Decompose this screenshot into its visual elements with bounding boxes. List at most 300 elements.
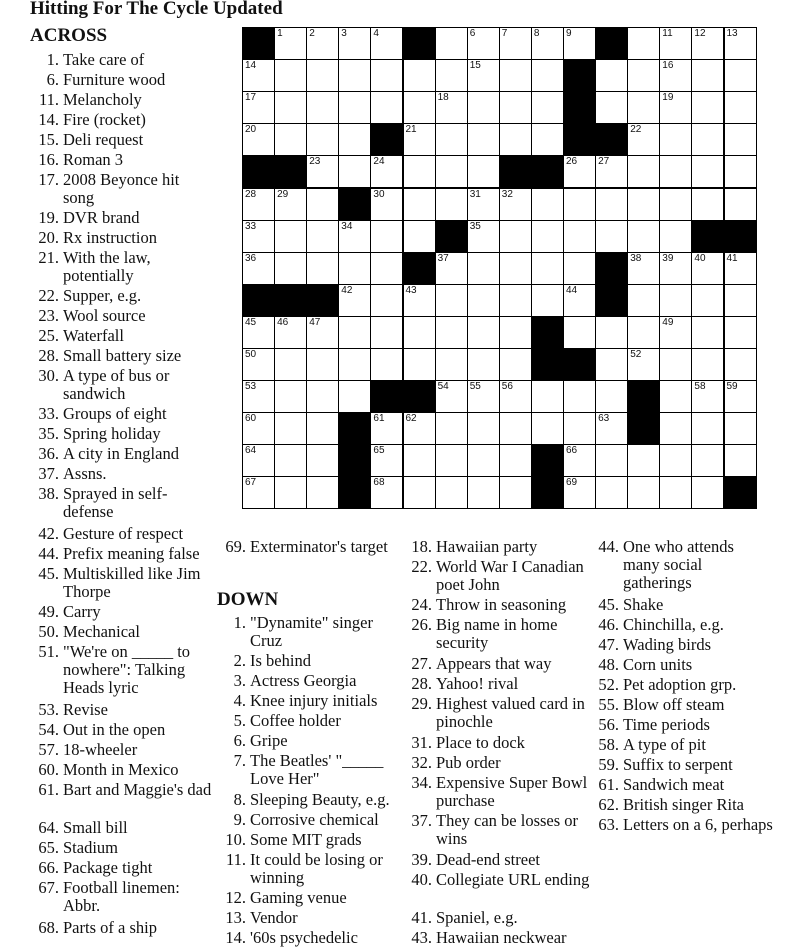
grid-cell[interactable] [499, 284, 532, 317]
clue-text: Chinchilla, e.g. [623, 615, 724, 634]
grid-cell[interactable] [274, 91, 307, 124]
grid-cell[interactable] [531, 252, 564, 285]
grid-cell[interactable] [627, 123, 660, 156]
grid-cell[interactable] [724, 59, 757, 92]
grid-cell[interactable] [306, 316, 339, 349]
grid-cell[interactable] [274, 412, 307, 445]
down-clue [217, 929, 405, 947]
grid-cell[interactable] [242, 123, 275, 156]
grid-cell[interactable] [338, 155, 371, 188]
grid-cell[interactable] [435, 27, 468, 60]
down-clue [591, 656, 773, 674]
grid-cell[interactable] [659, 220, 692, 253]
grid-cell[interactable] [306, 444, 339, 477]
grid-cell[interactable] [499, 123, 532, 156]
grid-cell[interactable] [467, 220, 500, 253]
clue-number: 20. [38, 228, 59, 247]
across-clue [217, 538, 405, 556]
grid-cell[interactable] [659, 155, 692, 188]
grid-cell[interactable] [563, 380, 596, 413]
grid-cell[interactable] [691, 252, 724, 285]
clue-text: Carry [63, 602, 101, 621]
clue-number: 33. [38, 404, 59, 423]
grid-cell[interactable] [499, 444, 532, 477]
grid-cell[interactable] [467, 252, 500, 285]
grid-cell[interactable] [595, 155, 628, 188]
grid-cell[interactable] [242, 444, 275, 477]
block-cell [563, 348, 596, 381]
down-clue [404, 655, 591, 673]
grid-cell[interactable] [435, 252, 468, 285]
cell-number: 2 [309, 28, 315, 39]
grid-cell[interactable] [627, 476, 660, 509]
grid-cell[interactable] [403, 59, 436, 92]
down-clue [217, 889, 405, 907]
grid-cell[interactable] [242, 380, 275, 413]
grid-cell[interactable] [338, 59, 371, 92]
grid-cell[interactable] [370, 59, 403, 92]
across-clue [30, 131, 213, 149]
grid-cell[interactable] [691, 59, 724, 92]
grid-cell[interactable] [403, 412, 436, 445]
clue-text: Month in Mexico [63, 760, 179, 779]
grid-cell[interactable] [467, 155, 500, 188]
across-clue [30, 485, 213, 521]
grid-cell[interactable] [627, 252, 660, 285]
grid-cell[interactable] [306, 380, 339, 413]
grid-cell[interactable] [435, 123, 468, 156]
grid-cell[interactable] [691, 412, 724, 445]
grid-cell[interactable] [724, 444, 757, 477]
grid-cell[interactable] [338, 316, 371, 349]
grid-cell[interactable] [659, 412, 692, 445]
grid-cell[interactable] [370, 155, 403, 188]
grid-cell[interactable] [724, 284, 757, 317]
grid-cell[interactable] [691, 188, 724, 221]
grid-cell[interactable] [563, 188, 596, 221]
cell-number: 45 [245, 316, 257, 328]
cell-number: 21 [405, 124, 417, 136]
grid-cell[interactable] [499, 348, 532, 381]
grid-cell[interactable] [627, 444, 660, 477]
grid-cell[interactable] [242, 316, 275, 349]
grid-cell[interactable] [306, 412, 339, 445]
clue-number: 32. [411, 753, 432, 772]
clue-number: 13. [225, 908, 246, 927]
grid-cell[interactable] [499, 380, 532, 413]
cell-number: 13 [726, 28, 738, 39]
clue-number: 21. [38, 248, 59, 267]
down-clue [404, 812, 591, 848]
clue-number: 53. [38, 700, 59, 719]
grid-cell[interactable] [531, 284, 564, 317]
grid-cell[interactable] [338, 91, 371, 124]
grid-cell[interactable] [338, 252, 371, 285]
grid-cell[interactable] [499, 188, 532, 221]
grid-cell[interactable] [563, 316, 596, 349]
grid-cell[interactable] [370, 220, 403, 253]
grid-cell[interactable] [403, 284, 436, 317]
cell-number: 58 [694, 381, 706, 393]
grid-cell[interactable] [467, 188, 500, 221]
down-clue [591, 736, 773, 754]
grid-cell[interactable] [627, 284, 660, 317]
block-cell [370, 380, 403, 413]
grid-cell[interactable] [499, 91, 532, 124]
clue-number: 3. [233, 671, 246, 690]
clue-number: 56. [598, 715, 619, 734]
grid-cell[interactable] [531, 59, 564, 92]
grid-cell[interactable] [435, 412, 468, 445]
grid-cell[interactable] [370, 476, 403, 509]
grid-cell[interactable] [467, 91, 500, 124]
clue-text: Exterminator's target [250, 537, 388, 556]
clue-text: With the law, potentially [63, 248, 151, 285]
clue-number: 25. [38, 326, 59, 345]
grid-cell[interactable] [338, 284, 371, 317]
cell-number: 68 [373, 477, 385, 489]
block-cell [595, 123, 628, 156]
grid-cell[interactable] [659, 284, 692, 317]
grid-cell[interactable] [435, 59, 468, 92]
grid-cell[interactable] [595, 316, 628, 349]
grid-cell[interactable] [242, 476, 275, 509]
grid-cell[interactable] [435, 91, 468, 124]
grid-cell[interactable] [242, 412, 275, 445]
clue-text: Parts of a ship [63, 918, 157, 937]
block-cell [306, 284, 339, 317]
clue-number: 34. [411, 773, 432, 792]
grid-cell[interactable] [724, 348, 757, 381]
grid-cell[interactable] [467, 348, 500, 381]
cell-number: 22 [630, 124, 642, 136]
grid-cell[interactable] [370, 316, 403, 349]
across-clue [30, 603, 213, 621]
grid-cell[interactable] [563, 444, 596, 477]
clue-number: 41. [411, 908, 432, 927]
grid-cell[interactable] [306, 123, 339, 156]
grid-cell[interactable] [724, 252, 757, 285]
grid-cell[interactable] [435, 444, 468, 477]
cell-number: 17 [245, 92, 257, 104]
grid-cell[interactable] [659, 27, 692, 60]
grid-cell[interactable] [274, 123, 307, 156]
grid-cell[interactable] [563, 476, 596, 509]
grid-cell[interactable] [338, 348, 371, 381]
clue-number: 43. [411, 928, 432, 947]
grid-cell[interactable] [563, 252, 596, 285]
cell-number: 43 [405, 284, 417, 296]
grid-cell[interactable] [724, 316, 757, 349]
grid-cell[interactable] [467, 316, 500, 349]
grid-cell[interactable] [499, 412, 532, 445]
clue-number: 52. [598, 675, 619, 694]
clue-text: Revise [63, 700, 108, 719]
grid-cell[interactable] [691, 476, 724, 509]
down-clue [404, 871, 591, 889]
grid-cell[interactable] [274, 252, 307, 285]
grid-cell[interactable] [370, 284, 403, 317]
grid-cell[interactable] [274, 348, 307, 381]
clue-text: Corrosive chemical [250, 810, 379, 829]
grid-cell[interactable] [467, 412, 500, 445]
grid-cell[interactable] [659, 380, 692, 413]
grid-cell[interactable] [691, 123, 724, 156]
grid-cell[interactable] [499, 476, 532, 509]
grid-cell[interactable] [435, 476, 468, 509]
grid-cell[interactable] [306, 188, 339, 221]
grid-cell[interactable] [563, 412, 596, 445]
down-clue [591, 636, 773, 654]
grid-cell[interactable] [403, 348, 436, 381]
clue-text: Sprayed in self-defense [63, 484, 168, 521]
clue-number: 14. [38, 110, 59, 129]
grid-cell[interactable] [338, 220, 371, 253]
clue-number: 26. [411, 615, 432, 634]
grid-cell[interactable] [627, 316, 660, 349]
grid-cell[interactable] [499, 252, 532, 285]
clue-number: 59. [598, 755, 619, 774]
clue-text: Furniture wood [63, 70, 166, 89]
grid-cell[interactable] [691, 380, 724, 413]
cell-number: 24 [373, 156, 385, 168]
grid-cell[interactable] [403, 316, 436, 349]
grid-cell[interactable] [659, 476, 692, 509]
grid-cell[interactable] [242, 188, 275, 221]
block-cell [691, 220, 724, 253]
grid-cell[interactable] [563, 220, 596, 253]
clue-number: 55. [598, 695, 619, 714]
grid-cell[interactable] [467, 444, 500, 477]
grid-cell[interactable] [467, 123, 500, 156]
grid-cell[interactable] [595, 188, 628, 221]
grid-cell[interactable] [531, 123, 564, 156]
grid-cell[interactable] [659, 316, 692, 349]
grid-cell[interactable] [242, 252, 275, 285]
grid-cell[interactable] [691, 444, 724, 477]
cell-number: 28 [245, 188, 257, 200]
grid-cell[interactable] [691, 27, 724, 60]
grid-cell[interactable] [659, 188, 692, 221]
grid-cell[interactable] [338, 27, 371, 60]
grid-cell[interactable] [435, 316, 468, 349]
down-clue [217, 851, 405, 887]
grid-cell[interactable] [274, 476, 307, 509]
grid-cell[interactable] [274, 220, 307, 253]
grid-cell[interactable] [659, 348, 692, 381]
clue-text: Is behind [250, 651, 311, 670]
grid-cell[interactable] [435, 380, 468, 413]
clue-number: 38. [38, 484, 59, 503]
grid-cell[interactable] [724, 412, 757, 445]
clue-text: Pub order [436, 753, 501, 772]
across-clue [30, 151, 213, 169]
grid-cell[interactable] [435, 284, 468, 317]
grid-cell[interactable] [306, 252, 339, 285]
block-cell [563, 91, 596, 124]
grid-cell[interactable] [274, 59, 307, 92]
clue-number: 51. [38, 642, 59, 661]
grid-cell[interactable] [467, 27, 500, 60]
grid-cell[interactable] [274, 380, 307, 413]
grid-cell[interactable] [563, 284, 596, 317]
grid-cell[interactable] [370, 188, 403, 221]
grid-cell[interactable] [595, 59, 628, 92]
grid-cell[interactable] [724, 155, 757, 188]
grid-cell[interactable] [531, 188, 564, 221]
clue-text: One who attends many social gatherings [623, 537, 734, 592]
clue-number: 62. [598, 795, 619, 814]
grid-cell[interactable] [627, 348, 660, 381]
grid-cell[interactable] [499, 27, 532, 60]
clue-number: 37. [38, 464, 59, 483]
clue-text: Prefix meaning false [63, 544, 200, 563]
block-cell [435, 220, 468, 253]
clue-number: 44. [38, 544, 59, 563]
grid-cell[interactable] [659, 59, 692, 92]
grid-cell[interactable] [627, 27, 660, 60]
grid-cell[interactable] [531, 412, 564, 445]
clue-text: Time periods [623, 715, 710, 734]
clue-number: 46. [598, 615, 619, 634]
grid-cell[interactable] [499, 316, 532, 349]
down-clue [217, 712, 405, 730]
grid-cell[interactable] [691, 316, 724, 349]
grid-cell[interactable] [370, 348, 403, 381]
clue-number: 17. [38, 170, 59, 189]
grid-cell[interactable] [724, 380, 757, 413]
grid-cell[interactable] [595, 476, 628, 509]
grid-cell[interactable] [627, 188, 660, 221]
grid-cell[interactable] [627, 155, 660, 188]
grid-cell[interactable] [370, 91, 403, 124]
grid-cell[interactable] [242, 348, 275, 381]
grid-cell[interactable] [627, 220, 660, 253]
grid-cell[interactable] [659, 252, 692, 285]
clue-text: Small battery size [63, 346, 182, 365]
grid-cell[interactable] [435, 348, 468, 381]
down-clue [217, 672, 405, 690]
grid-cell[interactable] [274, 27, 307, 60]
grid-cell[interactable] [403, 220, 436, 253]
grid-cell[interactable] [242, 220, 275, 253]
grid-cell[interactable] [403, 188, 436, 221]
grid-cell[interactable] [403, 155, 436, 188]
grid-cell[interactable] [627, 59, 660, 92]
grid-cell[interactable] [467, 476, 500, 509]
grid-cell[interactable] [659, 91, 692, 124]
grid-cell[interactable] [370, 444, 403, 477]
grid-cell[interactable] [724, 123, 757, 156]
grid-cell[interactable] [563, 27, 596, 60]
clue-number: 29. [411, 694, 432, 713]
grid-cell[interactable] [435, 155, 468, 188]
grid-cell[interactable] [659, 444, 692, 477]
block-cell [595, 284, 628, 317]
grid-cell[interactable] [403, 476, 436, 509]
clue-number: 22. [411, 557, 432, 576]
across-clue [30, 623, 213, 641]
grid-cell[interactable] [595, 91, 628, 124]
grid-cell[interactable] [691, 348, 724, 381]
clue-number: 11. [225, 850, 246, 869]
grid-cell[interactable] [274, 188, 307, 221]
grid-cell[interactable] [338, 123, 371, 156]
grid-cell[interactable] [724, 188, 757, 221]
grid-cell[interactable] [403, 91, 436, 124]
grid-cell[interactable] [563, 155, 596, 188]
grid-cell[interactable] [306, 348, 339, 381]
grid-cell[interactable] [595, 380, 628, 413]
grid-cell[interactable] [435, 188, 468, 221]
grid-cell[interactable] [242, 91, 275, 124]
grid-cell[interactable] [467, 380, 500, 413]
grid-cell[interactable] [242, 59, 275, 92]
grid-cell[interactable] [306, 476, 339, 509]
block-cell [724, 476, 757, 509]
clue-text: Roman 3 [63, 150, 124, 169]
grid-cell[interactable] [306, 155, 339, 188]
down-clue [591, 616, 773, 634]
grid-cell[interactable] [595, 220, 628, 253]
clue-text: Stadium [63, 838, 119, 857]
grid-cell[interactable] [595, 348, 628, 381]
cell-number: 50 [245, 349, 257, 360]
grid-cell[interactable] [531, 220, 564, 253]
grid-cell[interactable] [659, 123, 692, 156]
grid-cell[interactable] [370, 27, 403, 60]
down-clue [217, 652, 405, 670]
grid-cell[interactable] [499, 220, 532, 253]
down-clue [404, 754, 591, 772]
grid-cell[interactable] [499, 59, 532, 92]
across-clue [30, 445, 213, 463]
grid-cell[interactable] [724, 27, 757, 60]
grid-cell[interactable] [531, 91, 564, 124]
clue-text: Small bill [63, 818, 128, 837]
grid-cell[interactable] [627, 91, 660, 124]
grid-cell[interactable] [691, 91, 724, 124]
block-cell [627, 380, 660, 413]
grid-cell[interactable] [467, 59, 500, 92]
grid-cell[interactable] [531, 380, 564, 413]
grid-cell[interactable] [370, 252, 403, 285]
clue-number: 47. [598, 635, 619, 654]
grid-cell[interactable] [338, 380, 371, 413]
cell-number: 11 [662, 28, 673, 39]
grid-cell[interactable] [306, 91, 339, 124]
grid-cell[interactable] [370, 412, 403, 445]
grid-cell[interactable] [274, 444, 307, 477]
grid-cell[interactable] [306, 220, 339, 253]
grid-cell[interactable] [306, 27, 339, 60]
cell-number: 26 [566, 156, 578, 168]
grid-cell[interactable] [274, 316, 307, 349]
grid-cell[interactable] [691, 284, 724, 317]
across-heading: ACROSS [30, 25, 108, 46]
grid-cell[interactable] [691, 155, 724, 188]
grid-cell[interactable] [467, 284, 500, 317]
grid-cell[interactable] [595, 412, 628, 445]
grid-cell[interactable] [595, 444, 628, 477]
grid-cell[interactable] [306, 59, 339, 92]
grid-cell[interactable] [531, 27, 564, 60]
grid-cell[interactable] [724, 91, 757, 124]
clue-text: Football linemen: Abbr. [63, 878, 180, 915]
cell-number: 39 [662, 252, 674, 264]
grid-cell[interactable] [403, 444, 436, 477]
grid-cell[interactable] [403, 123, 436, 156]
